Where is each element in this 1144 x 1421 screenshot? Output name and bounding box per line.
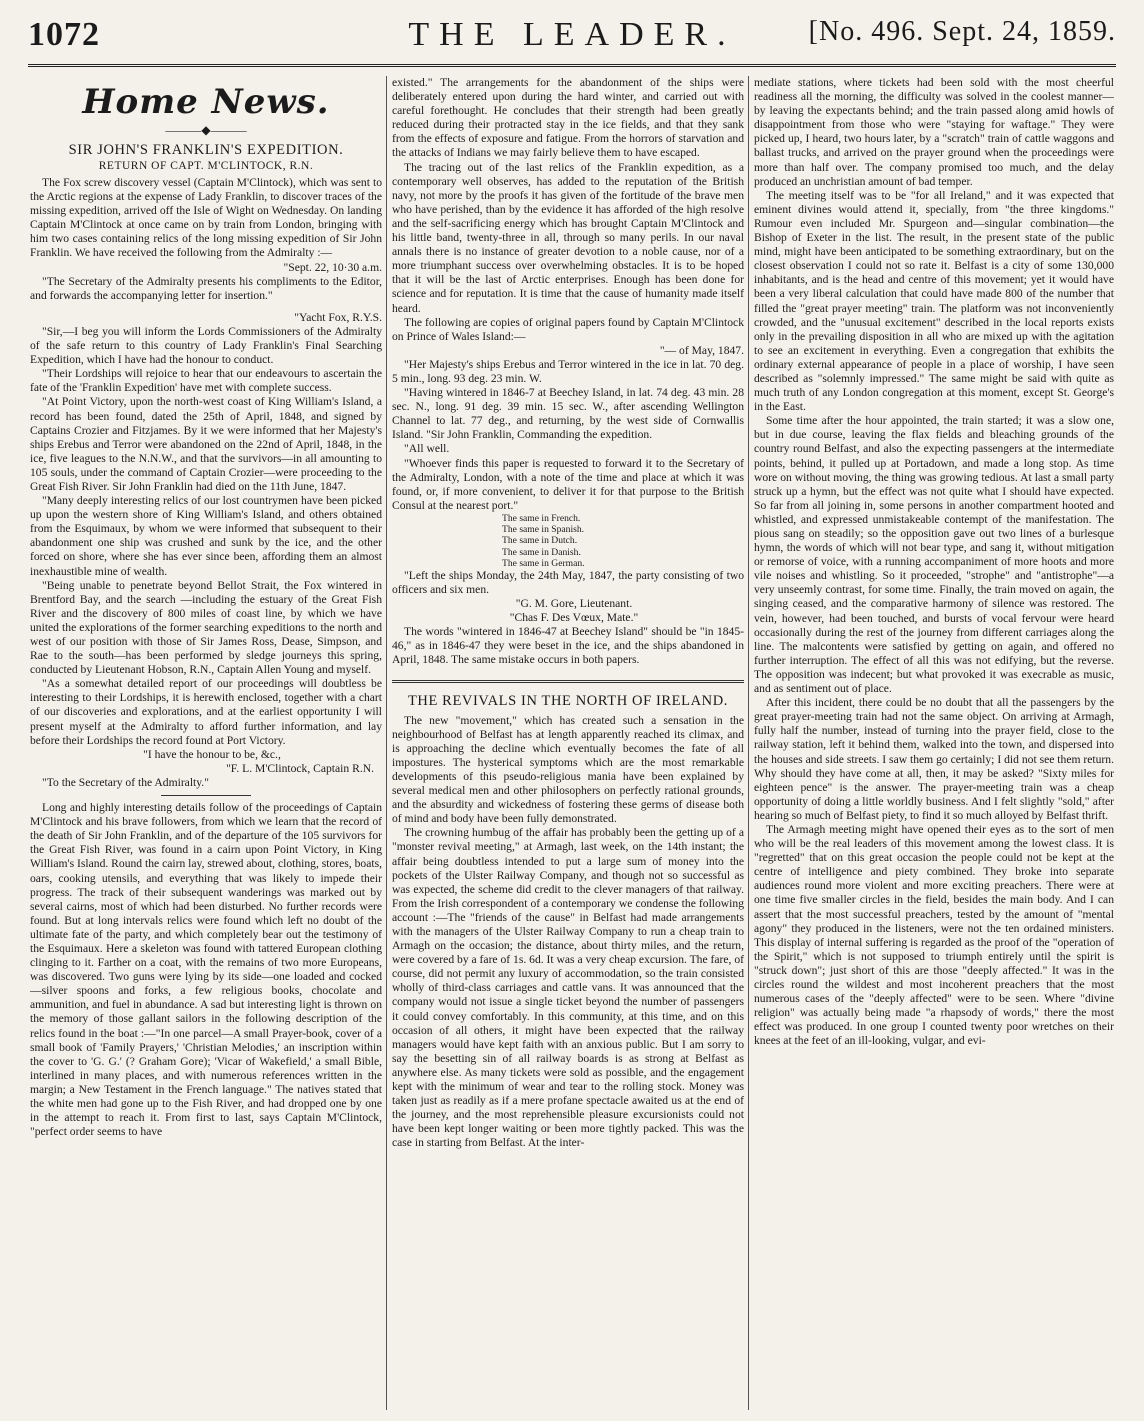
addressee: "To the Secretary of the Admiralty." xyxy=(42,775,209,789)
column-rule xyxy=(386,76,387,1410)
section-rule xyxy=(392,680,744,683)
paragraph: Long and highly interesting details follow of the proceedings of Captain M'Clintock and his brave followers, from which we learn that the record of the death of Sir John Franklin, and of the departure of the 105 survivors for the Great Fish River, was found in a cairn upon Point Victory, in King William's Island. Round the cairn lay, strewed about, clothing, stores, boats, oars, cooking utensils, and everything that was likely to impede their progress. The track of their subsequent wanderings was marked out by several cairns, most of which had been disturbed. No further records were found. But at long intervals relics were found which left no doubt of the ultimate fate of the party, and which completely bear out the testimony of the Esquimaux. Here a skeleton was found with tattered European clothing clinging to it. Farther on a coat, with the remains of two more Europeans, was discovered. Two guns were lying by its side—one loaded and cocked—silver spoons and forks, a few religious books, chocolate and ammunition, and fuel in abundance. A sad but interesting light is thrown on the memory of those gallant sailors in the following description of the relics found in the boat :—"In one parcel—A small Prayer-book, cover of a small book of 'Family Prayers,' 'Christian Melodies,' an inscription within the cover to 'G. G.' (? Graham Gore); 'Vicar of Wakefield,' a small Bible, interlined in many places, and with numerous references written in the margin; a New Testament in the French language." The natives stated that the white men had gone up to the Fish River, and had dropped one by one in the attempt to reach it. From first to last, says Captain M'Clintock, "perfect order seems to have xyxy=(30,801,382,1139)
page-number: 1072 xyxy=(28,16,100,53)
paragraph: "Left the ships Monday, the 24th May, 1847, the party consisting of two officers and six men. xyxy=(392,568,744,597)
signature: "F. L. M'Clintock, Captain R.N. xyxy=(226,761,374,775)
paragraph: "Her Majesty's ships Erebus and Terror wintered in the ice in lat. 70 deg. 5 min., long. 93 deg. 23 min. W. xyxy=(392,357,744,385)
column-rule xyxy=(748,76,749,1410)
column-1 xyxy=(30,76,382,1410)
translations-list xyxy=(392,513,744,569)
article-title: SIR JOHN'S FRANKLIN'S EXPEDITION. xyxy=(68,142,344,158)
signature: "G. M. Gore, Lieutenant. xyxy=(515,597,633,611)
paragraph: The meeting itself was to be "for all Ireland," and it was expected that eminent divines would attend it, specially, from "the three kingdoms." Rumour even included Mr. Spurgeon and—singular combination—the Bishop of Exeter in the list. The result, in the present state of the public mind, might have been anticipated to be something extraordinary, but on the closest observation I could not so rate it. Belfast is a city of some 130,000 inhabitants, and is the head and centre of this movement; yet it would have been a very liberal calculation that could have made 800 of the number that filled the "great prayer meeting" train. The platform was not inconveniently crowded, and the "unusual excitement" described in the local reports exists only in the prevailing disposition in all who are mixed up with the agitation to see an excitement in everything. Even a congregation that exhibits the ordinary external appearance of people in a place of worship, I have seen described as "solemnly impressed." The same might be said with quite as much truth of any London congregation at this moment, except St. George's in the East. xyxy=(754,188,1114,414)
paragraph: The crowning humbug of the affair has probably been the getting up of a "monster revival meeting," at Armagh, last week, on the 14th instant; the affair being doubtless intended to put a large sum of money into the pockets of the Ulster Railway Company, and though not so successful as was expected, the scheme did credit to the clever managers of that railway. From the Irish correspondent of a contemporary we condense the following account :—The "friends of the cause" in Belfast had made arrangements with the managers of the Ulster Railway Company to run a cheap train to Armagh on the occasion; the distance, about thirty miles, and the return, were covered by a fare of 1s. 6d. It was a very cheap excursion. The fare, of course, did not permit any luxury of accommodation, so the train consisted wholly of third-class carriages and cattle vans. It was announced that the company would not issue a single ticket beyond the number of passengers it could convey comfortably. In this community, at this time, and on this occasion of all others, it might have been expected that the railway managers would have kept faith with an anxious public. But I am sorry to say the besetting sin of all railway boards is as strong at Belfast as anywhere else. As many tickets were sold as possible, and the engagement kept with the minimum of wear and tear to the rolling stock. Money was taken just as readily as if a mere profane spectacle awaited us at the end of the journey, and the most reprehensible pleasure excursionists could not have been kept longer waiting or been more tightly packed. This was the case in starting from Belfast. At the inter- xyxy=(392,826,744,1150)
paragraph: The Armagh meeting might have opened their eyes as to the sort of men who will be the real leaders of this movement among the lowest class. It is "regretted" that on this great occasion the people could not be kept at the centre of intelligence and piety combined. They broke into separate audiences round more violent and more exciting preachers. There were at one time five smaller circles in the field, besides the main body. And I can assert that the most successful preachers, tested by the amount of "mental agony" they produced in the listeners, were not the ten ordained ministers. This display of internal suffering is regarded as the proof of the "operation of the Spirit," which is not supposed to triumph entirely until the spirit is "struck down"; just short of this are those "deeply affected." It was in the circles round the wildest and most incoherent preachers that the most numerous cases of the "deeply affected" were to be seen. Where "divine religion" was actually being made "a rhapsody of words," there the most effect was produced. In one group I counted twenty poor wretches on their knees at the feet of an ill-looking, vulgar, and evi- xyxy=(754,822,1114,1048)
paragraph: After this incident, there could be no doubt that all the passengers by the great prayer-meeting train had not the same object. On arriving at Armagh, fully half the number, instead of turning into the prayer field, close to the railway station, left it behind them, walked into the town, and dispersed into the houses and side streets. I saw them go certainly; I did not see them return. Why should they have come at all, then, it may be asked? "Sixty miles for eighteen pence" is the answer. The prayer-meeting train was a cheap opportunity of doing a little worldly business. And I felt slightly "sold," after hearing so much of Belfast piety, to find it so much alloyed by Belfast thrift. xyxy=(754,696,1114,822)
paragraph: The new "movement," which has created such a sensation in the neighbourhood of Belfast has at length apparently reached its climax, and is approaching the decline which eventually becomes the fate of all impostures. The hysterical symptoms which are the most remarkable developments of this pseudo-religious mania have been explained by several medical men and other philosophers on perfectly rational grounds, and the absurdity and wickedness of fostering these germs of disease both of mind and body have been fully demonstrated. xyxy=(392,713,744,826)
translation-line: The same in German. xyxy=(502,557,585,569)
column-3 xyxy=(754,76,1114,1410)
short-rule xyxy=(161,795,251,796)
paragraph: "Sir,—I beg you will inform the Lords Commissioners of the Admiralty of the safe return to this country of Lady Franklin's Final Searching Expedition, which I have had the honour to conduct. xyxy=(30,324,382,367)
signature: "Chas F. Des Vœux, Mate." xyxy=(509,611,639,625)
dateline: "— of May, 1847. xyxy=(659,343,744,357)
closing: "I have the honour to be, &c., xyxy=(143,747,281,761)
paragraph: The Fox screw discovery vessel (Captain M'Clintock), which was sent to the Arctic regions at the expense of Lady Franklin, to discover traces of the missing expedition, arrived off the Isle of Wight on Wednesday. On landing Captain M'Clintock at once came on by train from London, bringing with him two cases containing relics of the long missing expedition of Sir John Franklin. We have received the following from the Admiralty :— xyxy=(30,176,382,260)
paragraph: existed." The arrangements for the abandonment of the ships were deliberately entered upon during the hard winter, and carried out with careful forethought. He concludes that their strength had been greatly reduced during their protracted stay in the ice fields, and that they sank from the effects of exposure and fatigue. From the horrors of starvation and the attacks of Indians we may fairly believe them to have escaped. xyxy=(392,76,744,160)
paragraph: "As a somewhat detailed report of our proceedings will doubtless be interesting to their Lordships, it is herewith enclosed, together with a chart of our discoveries and explorations, and at the earliest opportunity I will present myself at the Admiralty to afford further information, and lay before their Lordships the record found at Port Victory. xyxy=(30,677,382,747)
translation-line: The same in Danish. xyxy=(502,546,581,558)
paragraph: "Being unable to penetrate beyond Bellot Strait, the Fox wintered in Brentford Bay, and the search —including the estuary of the Great Fish River and the discovery of 800 miles of coast line, by which we have united the explorations of the former searching expeditions to the north and west of our position with those of Sir James Ross, Dease, Simpson, and Rae to the south—has been performed by sledge journeys this spring, conducted by Lieutenant Hobson, R.N., Captain Allen Young and myself. xyxy=(30,578,382,677)
paragraph: "Their Lordships will rejoice to hear that our endeavours to ascertain the fate of the 'Franklin Expedition' have met with complete success. xyxy=(30,367,382,395)
paragraph: "Many deeply interesting relics of our lost countrymen have been picked up upon the western shore of King William's Island, and others obtained from the Esquimaux, by whom we were informed that subsequent to their abandonment one ship was crushed and sunk by the ice, and the other forced on shore, where she has ever since been, affording them an almost inexhaustible mine of wealth. xyxy=(30,494,382,578)
paragraph: The following are copies of original papers found by Captain M'Clintock on Prince of Wales Island:— xyxy=(392,315,744,343)
dateline: "Sept. 22, 10·30 a.m. xyxy=(283,260,382,274)
section-heading: Home News. xyxy=(82,82,330,122)
article-title: THE REVIVALS IN THE NORTH OF IRELAND. xyxy=(407,692,729,709)
translation-line: The same in Spanish. xyxy=(502,524,585,536)
issue-info: [No. 496. Sept. 24, 1859. xyxy=(808,16,1116,47)
paragraph: "The Secretary of the Admiralty presents his compliments to the Editor, and forwards the accompanying letter for insertion." xyxy=(30,274,382,302)
paragraph: "All well. xyxy=(404,442,450,456)
translation-line: The same in Dutch. xyxy=(502,535,578,547)
paragraph: Some time after the hour appointed, the train started; it was a slow one, but in due course, leaving the flax fields and bleaching grounds of the country round Belfast, and also the expecting passengers at the intermediate points, behind, it pulled up at Portadown, and made a long stop. As time wore on without moving, the thing was growing tedious. At last a small party struck up a hymn, but the effect was not quite what I should have expected. So far from all joining in, some persons in another compartment hooted and whistled, and expressed unmistakeable contempt of the manifestation. The pious sang on steadily; so the opposition gave out two lines of a burlesque hymn, the words of which will not bear type, and sang it, without mitigation or remorse of voice, with a running accompaniment of more hoots and more vile noises and whistling. So it proceeded, "strophe" and "antistrophe"—a very unseemly contrast, for some time. Finally, the train moved on again, the singing ceased, and the comparative harmony of silence was restored. The vein, however, had been touched, and bursts of vocal fervour were heard occasionally during the rest of the journey from different carriages along the line. The malcontents were satisfied by getting on again, and offered no further interruption. The effect of all this was not edifying, but the reverse. The opposition was indecent; but what provoked it was execrable as music, and as sentiment out of place. xyxy=(754,414,1114,696)
paragraph: "Having wintered in 1846-7 at Beechey Island, in lat. 74 deg. 43 min. 28 sec. N., long. 91 deg. 39 min. 15 sec. W., after ascending Wellington Channel to lat. 77 deg., and returning, by the west side of Cornwallis Island. "Sir John Franklin, Commanding the expedition. xyxy=(392,386,744,442)
masthead xyxy=(28,10,1116,67)
translation-line: The same in French. xyxy=(502,512,581,524)
paragraph: mediate stations, where tickets had been sold with the most cheerful readiness all the morning, the difficulty was solved in the coolest manner—by leaving the expectants behind; and the train passed along amid howls of disappointment from those who were "staying for waftage." They were picked up, I heard, two hours later, by a "scratch" train of cattle waggons and ballast trucks, and arrived on the prayer ground when the proceedings were more than half over. The company promised too much, and the delay produced an unchristian amount of bad temper. xyxy=(754,76,1114,188)
paragraph: "Whoever finds this paper is requested to forward it to the Secretary of the Admiralty, London, with a note of the time and place at which it was found, or, if more convenient, to deliver it for that purpose to the British Consul at the nearest port." xyxy=(392,456,744,512)
dateline: "Yacht Fox, R.Y.S. xyxy=(294,310,382,324)
paragraph: The tracing out of the last relics of the Franklin expedition, as a contemporary well observes, has added to the reputation of the British navy, not more by the proofs it has given of the fortitude of the brave men who have perished, than by the evidence it has afforded of the high resolve and the self-sacrificing energy which has brought Captain M'Clintock and his little band, twenty-three in all, through so many perils. In our naval annals there is no instance of greater devotion to a noble cause, nor of a more triumphant success over overwhelming obstacles. It is to be hoped that it will be the last of Arctic enterprises. Enough has been done for science and for reputation. It is time that the cause of humanity made itself heard. xyxy=(392,160,744,315)
article-subtitle: RETURN OF CAPT. M'CLINTOCK, R.N. xyxy=(98,160,314,172)
column-2 xyxy=(392,76,744,1410)
paragraph: "At Point Victory, upon the north-west coast of King William's Island, a record has been found, dated the 25th of April, 1848, and signed by Captains Crozier and Fitzjames. By it we were informed that her Majesty's ships Erebus and Terror were abandoned on the 22nd of April, 1848, in the ice, five leagues to the N.N.W., and that the survivors—in all amounting to 105 souls, under the command of Captain Crozier—were proceeding to the Great Fish River. Sir John Franklin had died on the 11th June, 1847. xyxy=(30,395,382,493)
paragraph: The words "wintered in 1846-47 at Beechey Island" should be "in 1845-46," as in 1846-47 they were beset in the ice, and the ships abandoned in April, 1848. The same mistake occurs in both papers. xyxy=(392,625,744,667)
ornament-divider: ———◆——— xyxy=(165,123,247,137)
newspaper-title: THE LEADER. xyxy=(408,16,736,53)
